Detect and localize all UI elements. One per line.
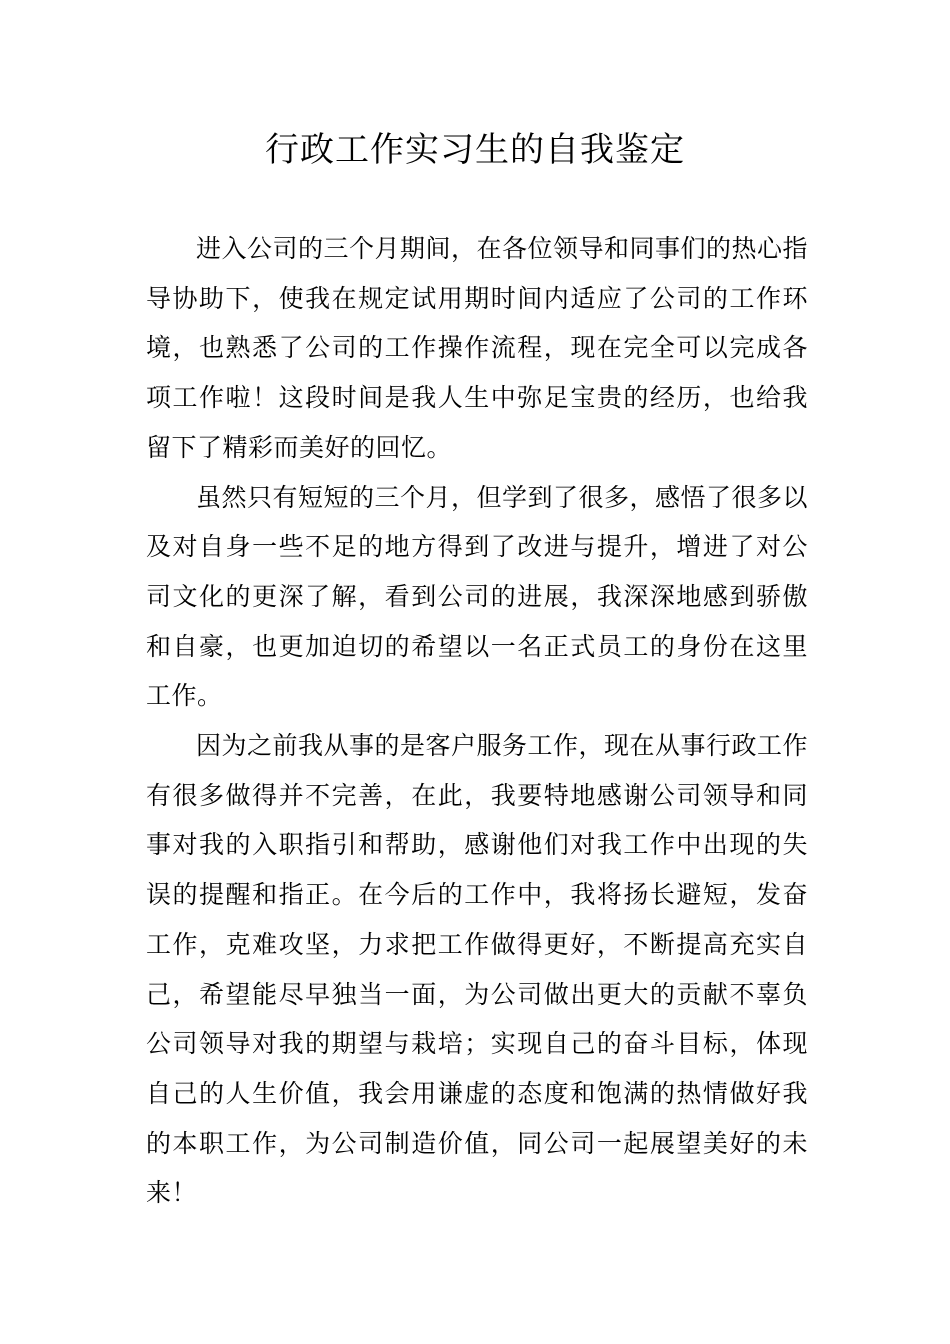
document-body (146, 224, 808, 1218)
document-title: 行政工作实习生的自我鉴定 (265, 130, 685, 170)
paragraph-1: 进入公司的三个月期间，在各位领导和同事们的热心指导协助下，使我在规定试用期时间内适应了公司的工作环境，也熟悉了公司的工作操作流程，现在完全可以完成各项工作啦！这段时间是我人生中弥足宝贵的经历，也给我留下了精彩而美好的回忆。 (146, 234, 809, 462)
paragraph-3: 因为之前我从事的是客户服务工作，现在从事行政工作有很多做得并不完善，在此，我要特地感谢公司领导和同事对我的入职指引和帮助，感谢他们对我工作中出现的失误的提醒和指正。在今后的工作中，我将扬长避短，发奋工作，克难攻坚，力求把工作做得更好，不断提高充实自己，希望能尽早独当一面，为公司做出更大的贡献不辜负公司领导对我的期望与栽培；实现自己的奋斗目标，体现自己的人生价值，我会用谦虚的态度和饱满的热情做好我的本职工作，为公司制造价值，同公司一起展望美好的未来！ (146, 731, 809, 1208)
paragraph-2: 虽然只有短短的三个月，但学到了很多，感悟了很多以及对自身一些不足的地方得到了改进与提升，增进了对公司文化的更深了解，看到公司的进展，我深深地感到骄傲和自豪，也更加迫切的希望以一名正式员工的身份在这里工作。 (146, 482, 809, 711)
